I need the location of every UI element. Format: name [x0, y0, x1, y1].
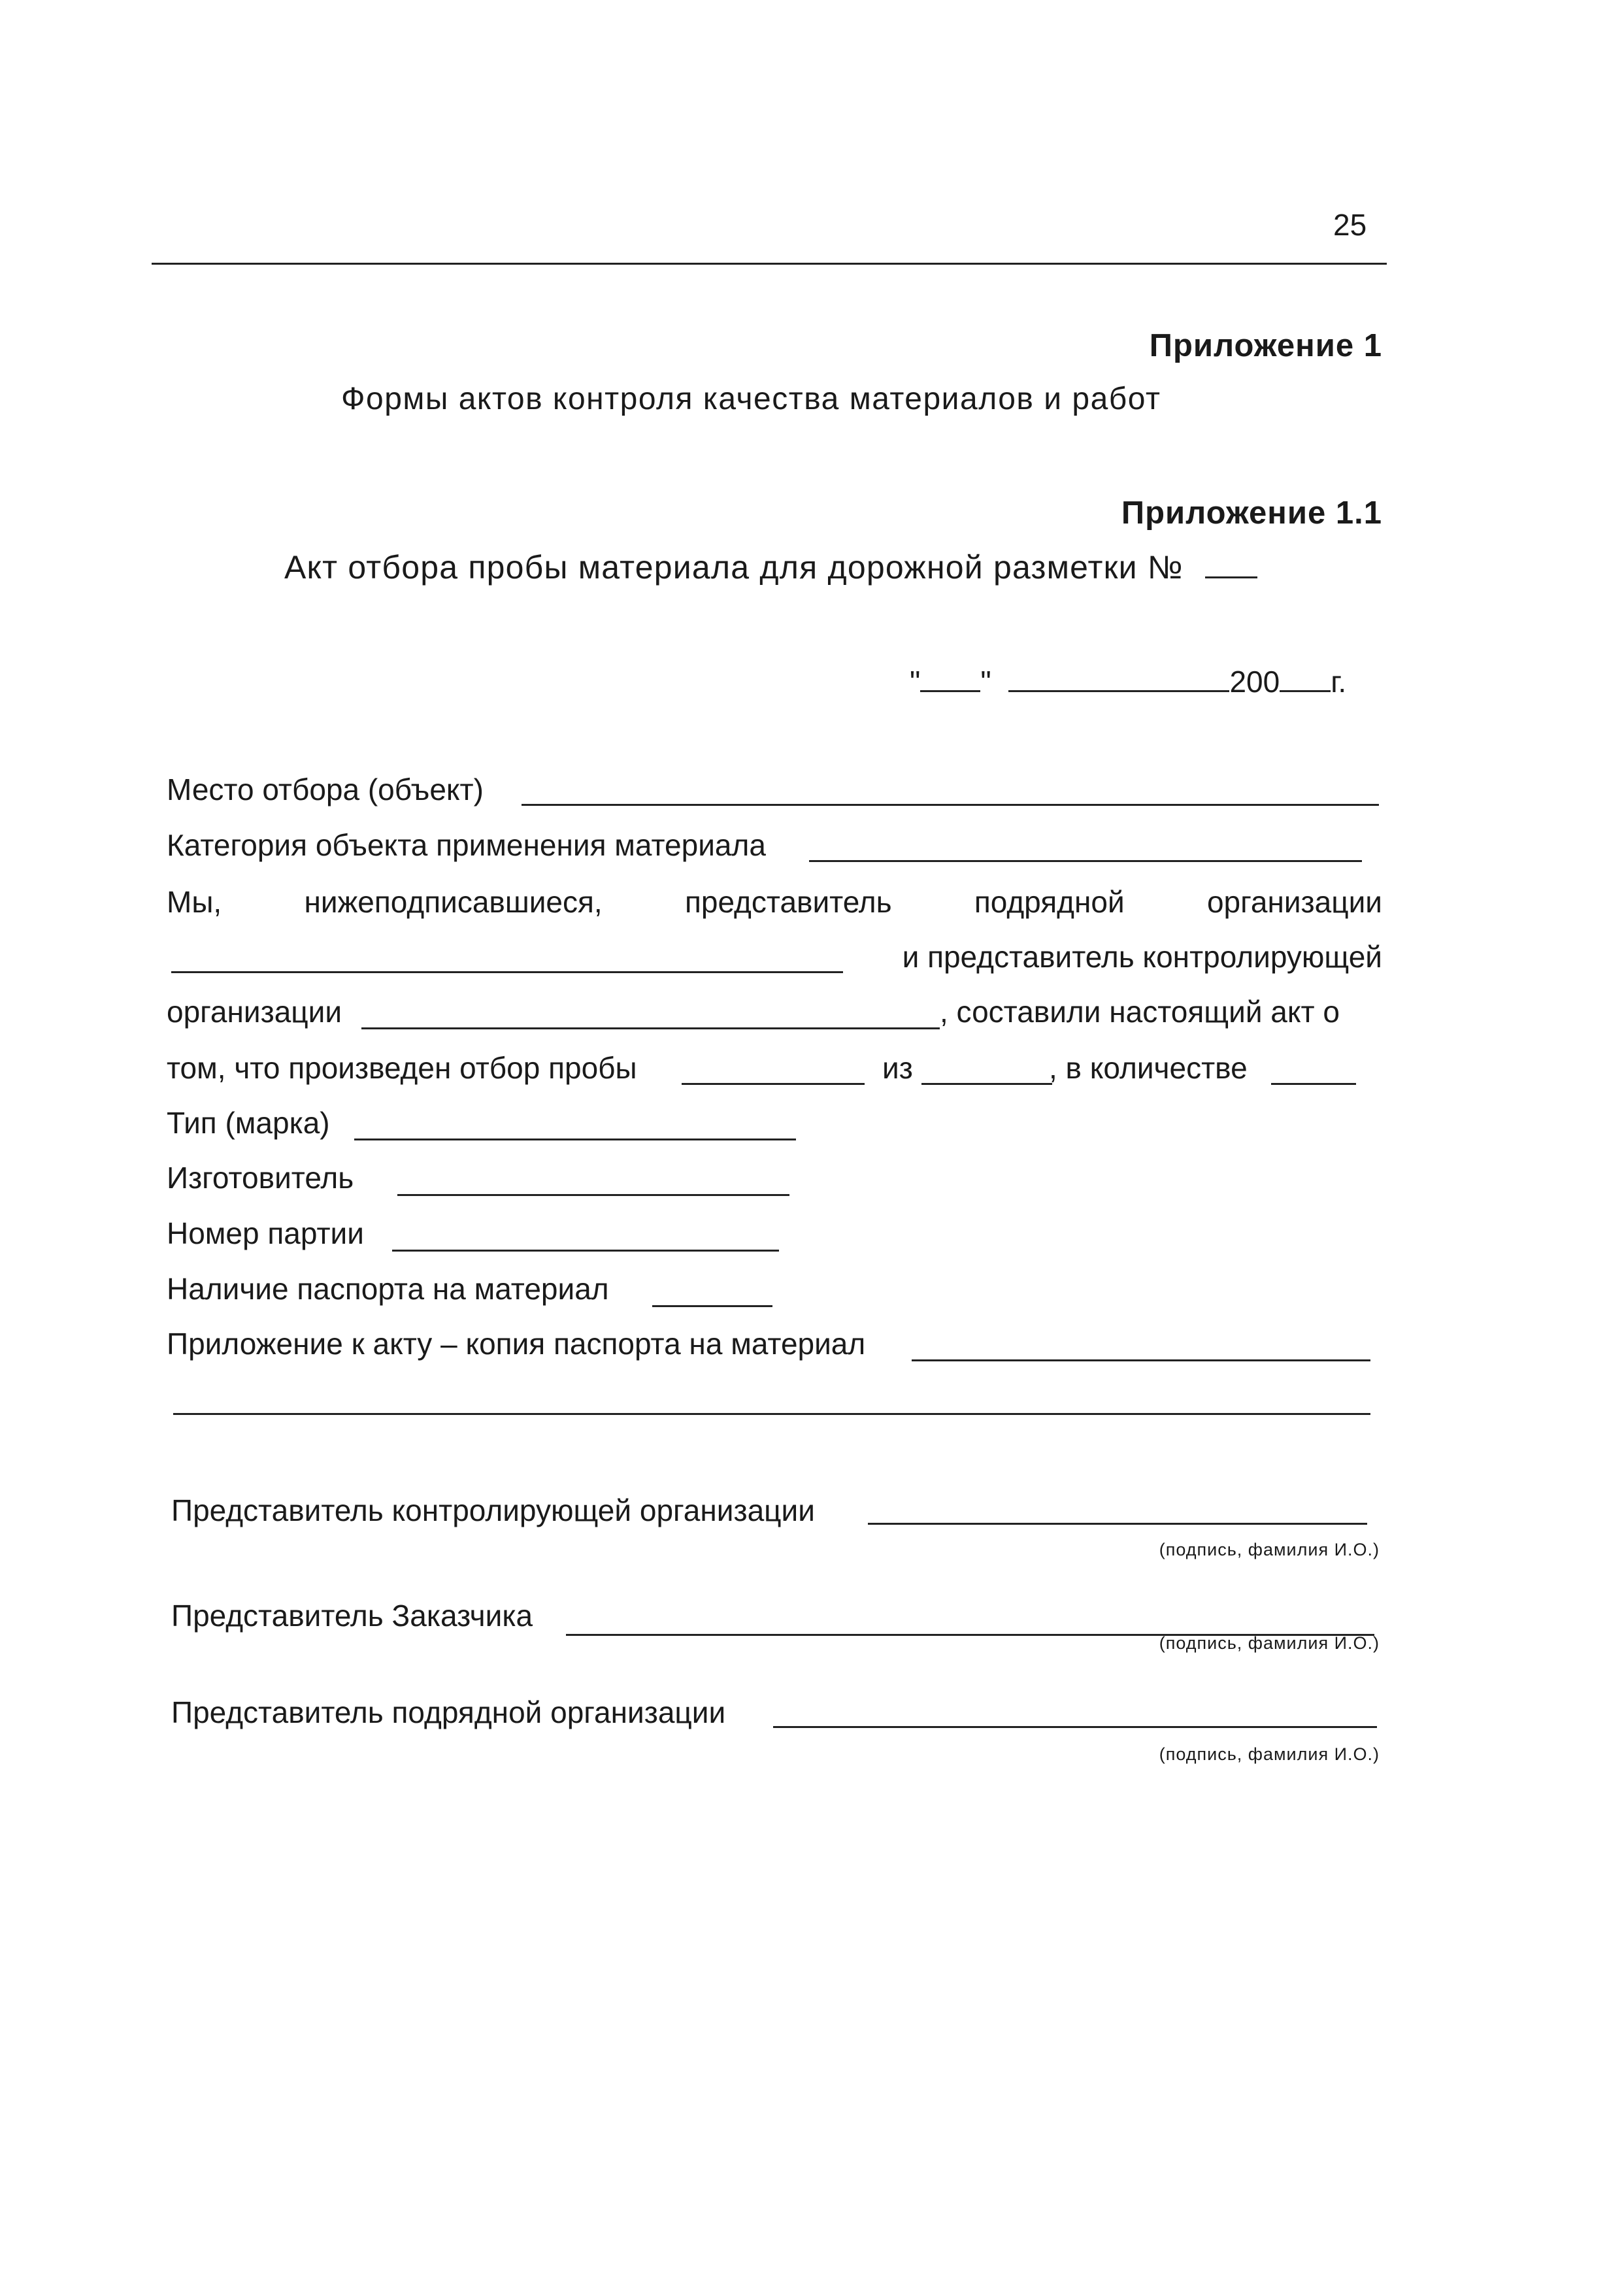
category-field[interactable]	[809, 860, 1362, 862]
we-line	[167, 882, 1382, 922]
manufacturer-label: Изготовитель	[167, 1161, 354, 1195]
passport-field[interactable]	[652, 1305, 772, 1307]
batch-field[interactable]	[392, 1250, 779, 1252]
signature-label-control: Представитель контролирующей организации	[171, 1493, 815, 1527]
signature-caption: (подпись, фамилия И.О.)	[1159, 1540, 1380, 1559]
sub-appendix-label: Приложение 1.1	[1121, 495, 1382, 531]
category-label: Категория объекта применения материала	[167, 828, 766, 862]
appendix-label: Приложение 1	[1149, 328, 1382, 363]
quantity-field[interactable]	[1271, 1083, 1356, 1085]
type-field[interactable]	[354, 1139, 796, 1140]
day-field[interactable]	[920, 660, 980, 692]
signature-caption: (подпись, фамилия И.О.)	[1159, 1633, 1380, 1653]
attachment-label: Приложение к акту – копия паспорта на материал	[167, 1327, 866, 1361]
signature-field-contractor[interactable]	[773, 1726, 1377, 1728]
date-line	[910, 660, 1346, 699]
year-suffix: г.	[1331, 665, 1347, 699]
control-org-field[interactable]	[361, 1027, 940, 1029]
signature-caption: (подпись, фамилия И.О.)	[1159, 1744, 1380, 1764]
quote-close: "	[980, 665, 991, 699]
type-label: Тип (марка)	[167, 1106, 330, 1140]
header-rule	[152, 263, 1387, 265]
we-word: подрядной	[974, 885, 1125, 919]
we-word: нижеподписавшиеся,	[304, 885, 603, 919]
page-number: 25	[1333, 208, 1367, 242]
passport-label: Наличие паспорта на материал	[167, 1272, 609, 1306]
contractor-org-field[interactable]	[171, 971, 843, 973]
composed-text: , составили настоящий акт о	[940, 995, 1340, 1029]
we-word: Мы,	[167, 885, 222, 919]
appendix-title: Формы актов контроля качества материалов и работ	[341, 382, 1161, 416]
that-text: том, что произведен отбор пробы	[167, 1051, 637, 1085]
act-title	[284, 546, 1257, 588]
we-word: представитель	[684, 885, 892, 919]
manufacturer-field[interactable]	[397, 1194, 789, 1196]
and-rep-text: и представитель контролирующей	[902, 940, 1382, 974]
act-title-text: Акт отбора пробы материала для дорожной разметки №	[284, 549, 1184, 586]
year-field[interactable]	[1280, 660, 1331, 692]
signature-label-customer: Представитель Заказчика	[171, 1599, 533, 1633]
signature-label-contractor: Представитель подрядной организации	[171, 1695, 726, 1729]
from-text: из	[882, 1051, 913, 1085]
org-label: организации	[167, 995, 342, 1029]
we-word: организации	[1206, 885, 1382, 919]
signature-field-control[interactable]	[868, 1523, 1367, 1525]
from-field[interactable]	[921, 1083, 1052, 1085]
place-label: Место отбора (объект)	[167, 773, 484, 806]
place-field[interactable]	[522, 804, 1379, 806]
attachment-field-continued[interactable]	[173, 1413, 1370, 1415]
quote-open: "	[910, 665, 921, 699]
sample-field[interactable]	[682, 1083, 865, 1085]
month-field[interactable]	[1008, 660, 1229, 692]
act-number-field[interactable]	[1205, 546, 1257, 578]
quantity-text: , в количестве	[1049, 1051, 1248, 1085]
attachment-field[interactable]	[912, 1359, 1370, 1361]
year-prefix: 200	[1229, 665, 1280, 699]
batch-label: Номер партии	[167, 1216, 364, 1250]
